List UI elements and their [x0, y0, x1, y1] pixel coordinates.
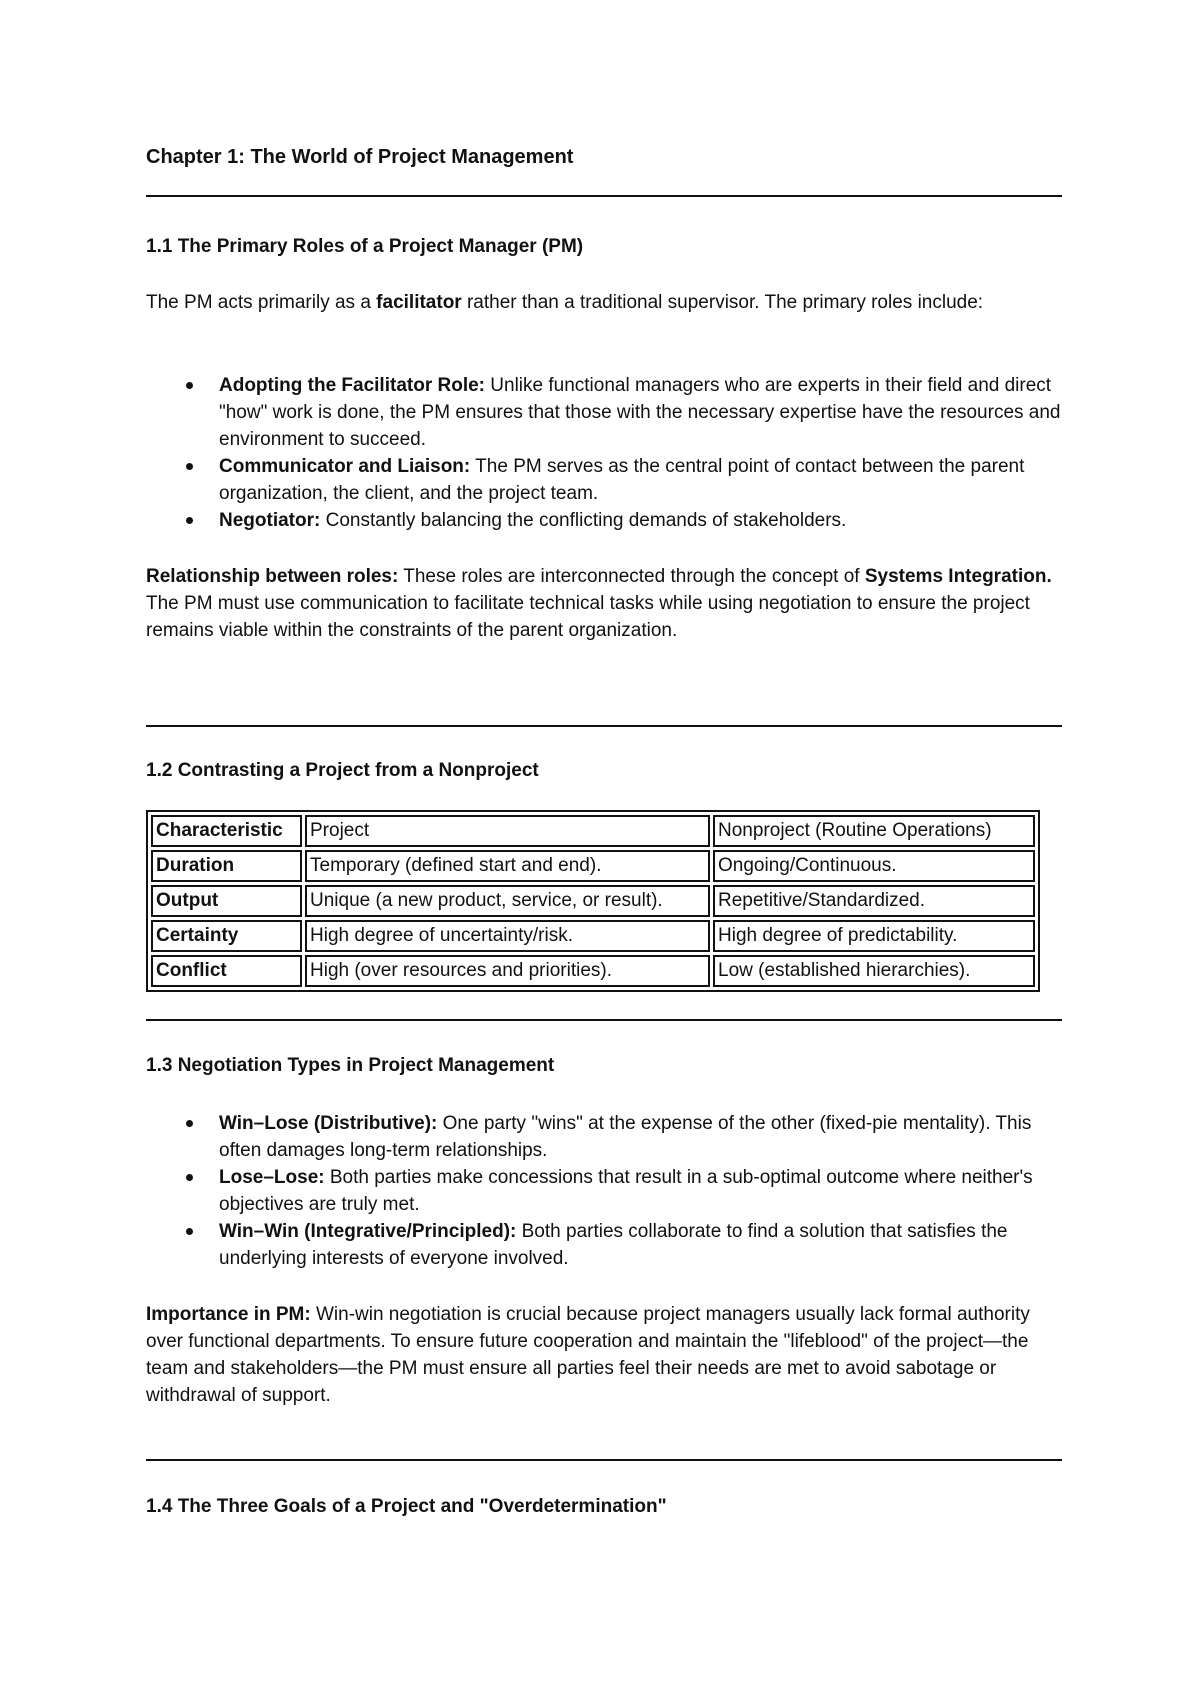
table-row	[151, 955, 1035, 987]
section-heading-1-3: 1.3 Negotiation Types in Project Management	[146, 1055, 555, 1076]
table-cell: Certainty	[151, 920, 302, 952]
table-cell: Low (established hierarchies).	[713, 955, 1035, 987]
section-heading-1-4: 1.4 The Three Goals of a Project and "Overdetermination"	[146, 1496, 667, 1517]
table-header-cell: Nonproject (Routine Operations)	[713, 815, 1035, 847]
table-row	[151, 885, 1035, 917]
importance-paragraph: Importance in PM: Win-win negotiation is crucial because project managers usually lack formal authority over functional departments. To ensure future cooperation and maintain the "lifeblood" of the project—the team and stakeholders—the PM must ensure all parties feel their needs are met to avoid sabotage or withdrawal of support.	[146, 1304, 1030, 1406]
bullet-icon	[186, 1120, 193, 1127]
list-item: Communicator and Liaison: The PM serves as the central point of contact between the parent organization, the client, and the project team.	[146, 453, 1062, 507]
divider	[146, 725, 1062, 727]
table-cell: Output	[151, 885, 302, 917]
divider	[146, 195, 1062, 197]
bullet-icon	[186, 1228, 193, 1235]
table-cell: Duration	[151, 850, 302, 882]
section-heading-1-1: 1.1 The Primary Roles of a Project Manager (PM)	[146, 236, 584, 257]
table-header-cell: Characteristic	[151, 815, 302, 847]
section-heading-1-2: 1.2 Contrasting a Project from a Nonproject	[146, 760, 539, 781]
table-row	[151, 850, 1035, 882]
table-cell: Ongoing/Continuous.	[713, 850, 1035, 882]
relationship-paragraph: Relationship between roles: These roles are interconnected through the concept of Systems Integration. The PM must use communication to facilitate technical tasks while using negotiation to ensure the project remains viable within the constraints of the parent organization.	[146, 566, 1052, 641]
roles-list	[146, 372, 1062, 534]
list-item: Win–Win (Integrative/Principled): Both parties collaborate to find a solution that satisfies the underlying interests of everyone involved.	[146, 1218, 1062, 1272]
table-cell: Repetitive/Standardized.	[713, 885, 1035, 917]
chapter-title: Chapter 1: The World of Project Management	[146, 146, 574, 168]
list-item: Win–Lose (Distributive): One party "wins" at the expense of the other (fixed-pie mentality). This often damages long-term relationships.	[146, 1110, 1062, 1164]
bullet-icon	[186, 382, 193, 389]
divider	[146, 1019, 1062, 1021]
list-item: Negotiator: Constantly balancing the conflicting demands of stakeholders.	[146, 507, 1062, 534]
negotiation-types-list	[146, 1110, 1062, 1272]
section-1-1-intro: The PM acts primarily as a facilitator rather than a traditional supervisor. The primary roles include:	[146, 292, 984, 313]
list-item: Lose–Lose: Both parties make concessions that result in a sub-optimal outcome where neither's objectives are truly met.	[146, 1164, 1062, 1218]
table-row	[151, 920, 1035, 952]
table-cell: Conflict	[151, 955, 302, 987]
table-cell: High degree of predictability.	[713, 920, 1035, 952]
table-cell: High degree of uncertainty/risk.	[305, 920, 710, 952]
bullet-icon	[186, 463, 193, 470]
table-cell: Temporary (defined start and end).	[305, 850, 710, 882]
table-header-cell: Project	[305, 815, 710, 847]
bullet-icon	[186, 1174, 193, 1181]
table-cell: High (over resources and priorities).	[305, 955, 710, 987]
list-item: Adopting the Facilitator Role: Unlike functional managers who are experts in their field and direct "how" work is done, the PM ensures that those with the necessary expertise have the resources and environment to succeed.	[146, 372, 1062, 453]
table-cell: Unique (a new product, service, or result).	[305, 885, 710, 917]
comparison-table	[146, 810, 1040, 992]
divider	[146, 1459, 1062, 1461]
table-header-row	[151, 815, 1035, 847]
bullet-icon	[186, 517, 193, 524]
